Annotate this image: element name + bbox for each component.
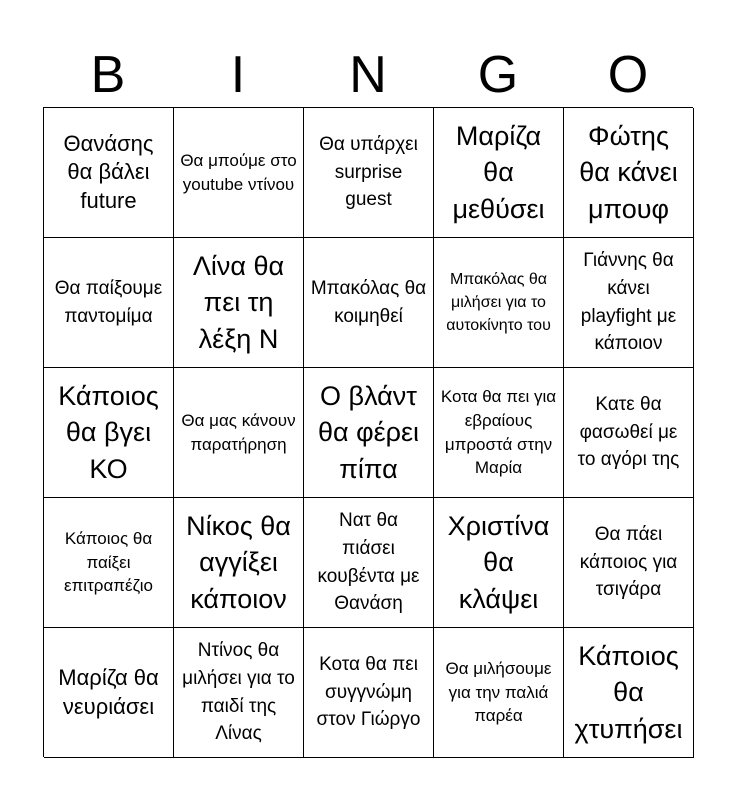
cell-text: Κάποιος θα βγει ΚΟ [58, 380, 159, 484]
cell-text: Μπακόλας θα μιλήσει για το αυτοκίνητο του [446, 270, 551, 335]
header-letter-b: B [90, 46, 126, 104]
header-letter-o: O [607, 46, 649, 104]
cell-text: Νίκος θα αγγίξει κάποιον [186, 510, 291, 614]
cell-text: Χριστίνα θα κλάψει [447, 510, 550, 614]
bingo-cell[interactable] [174, 368, 304, 498]
bingo-cell[interactable] [434, 368, 564, 498]
cell-text: Θανάσης θα βάλει future [63, 130, 154, 213]
cell-text: Ντίνος θα μιλήσει για το παιδί της Λίνας [182, 640, 295, 745]
bingo-cell[interactable] [564, 368, 694, 498]
cell-text: Θα υπάρχει surprise guest [319, 134, 418, 211]
cell-text: Ο βλάντ θα φέρει πίπα [317, 380, 420, 484]
cell-text: Μαρίζα θα νευριάσει [58, 664, 159, 719]
cell-text: Κάποιος θα παίξει επιτραπέζιο [63, 528, 154, 596]
bingo-cell[interactable] [564, 498, 694, 628]
cell-text: Κοτα θα πει για εβραίους μπροστά στην Μαρία [440, 386, 557, 478]
cell-text: Κατε θα φασωθεί με το αγόρι της [577, 394, 680, 471]
cell-text: Φώτης θα κάνει μπουφ [579, 120, 678, 224]
bingo-cell[interactable] [434, 628, 564, 758]
bingo-cell[interactable] [434, 108, 564, 238]
bingo-grid [43, 107, 693, 757]
cell-text: Θα παίξουμε παντομίμα [54, 277, 163, 327]
bingo-cell[interactable] [44, 238, 174, 368]
bingo-cell[interactable] [174, 238, 304, 368]
bingo-cell[interactable] [304, 628, 434, 758]
bingo-cell[interactable] [564, 238, 694, 368]
cell-text: Νατ θα πιάσει κουβέντα με Θανάση [317, 510, 420, 615]
cell-text: Μαρίζα θα μεθύσει [452, 120, 545, 224]
cell-text: Θα μπούμε στο youtube ντίνου [180, 150, 297, 194]
bingo-cell[interactable] [44, 108, 174, 238]
cell-text: Λίνα θα πει τη λέξη Ν [192, 250, 285, 354]
bingo-cell[interactable] [174, 628, 304, 758]
cell-text: Θα μιλήσουμε για την παλιά παρέα [445, 658, 552, 726]
bingo-cell[interactable] [304, 498, 434, 628]
cell-text: Μπακόλας θα κοιμηθεί [310, 277, 427, 327]
header-letter-n: N [349, 46, 387, 104]
cell-text: Κάποιος θα χτυπήσει [574, 640, 683, 744]
cell-text: Θα μας κάνουν παρατήρηση [181, 410, 296, 454]
bingo-cell[interactable] [304, 238, 434, 368]
bingo-header [43, 45, 693, 105]
cell-text: Κοτα θα πει συγγνώμη στον Γιώργο [316, 654, 421, 731]
bingo-cell[interactable] [434, 498, 564, 628]
bingo-cell[interactable] [44, 498, 174, 628]
bingo-cell[interactable] [44, 368, 174, 498]
bingo-cell[interactable] [304, 368, 434, 498]
bingo-cell[interactable] [304, 108, 434, 238]
header-letter-g: G [477, 46, 519, 104]
bingo-cell[interactable] [434, 238, 564, 368]
bingo-cell[interactable] [44, 628, 174, 758]
bingo-cell[interactable] [564, 108, 694, 238]
bingo-cell[interactable] [174, 108, 304, 238]
cell-text: Γιάννης θα κάνει playfight με κάποιον [580, 250, 677, 355]
header-letter-i: I [230, 46, 246, 104]
bingo-cell[interactable] [174, 498, 304, 628]
cell-text: Θα πάει κάποιος για τσιγάρα [579, 524, 678, 601]
bingo-cell[interactable] [564, 628, 694, 758]
